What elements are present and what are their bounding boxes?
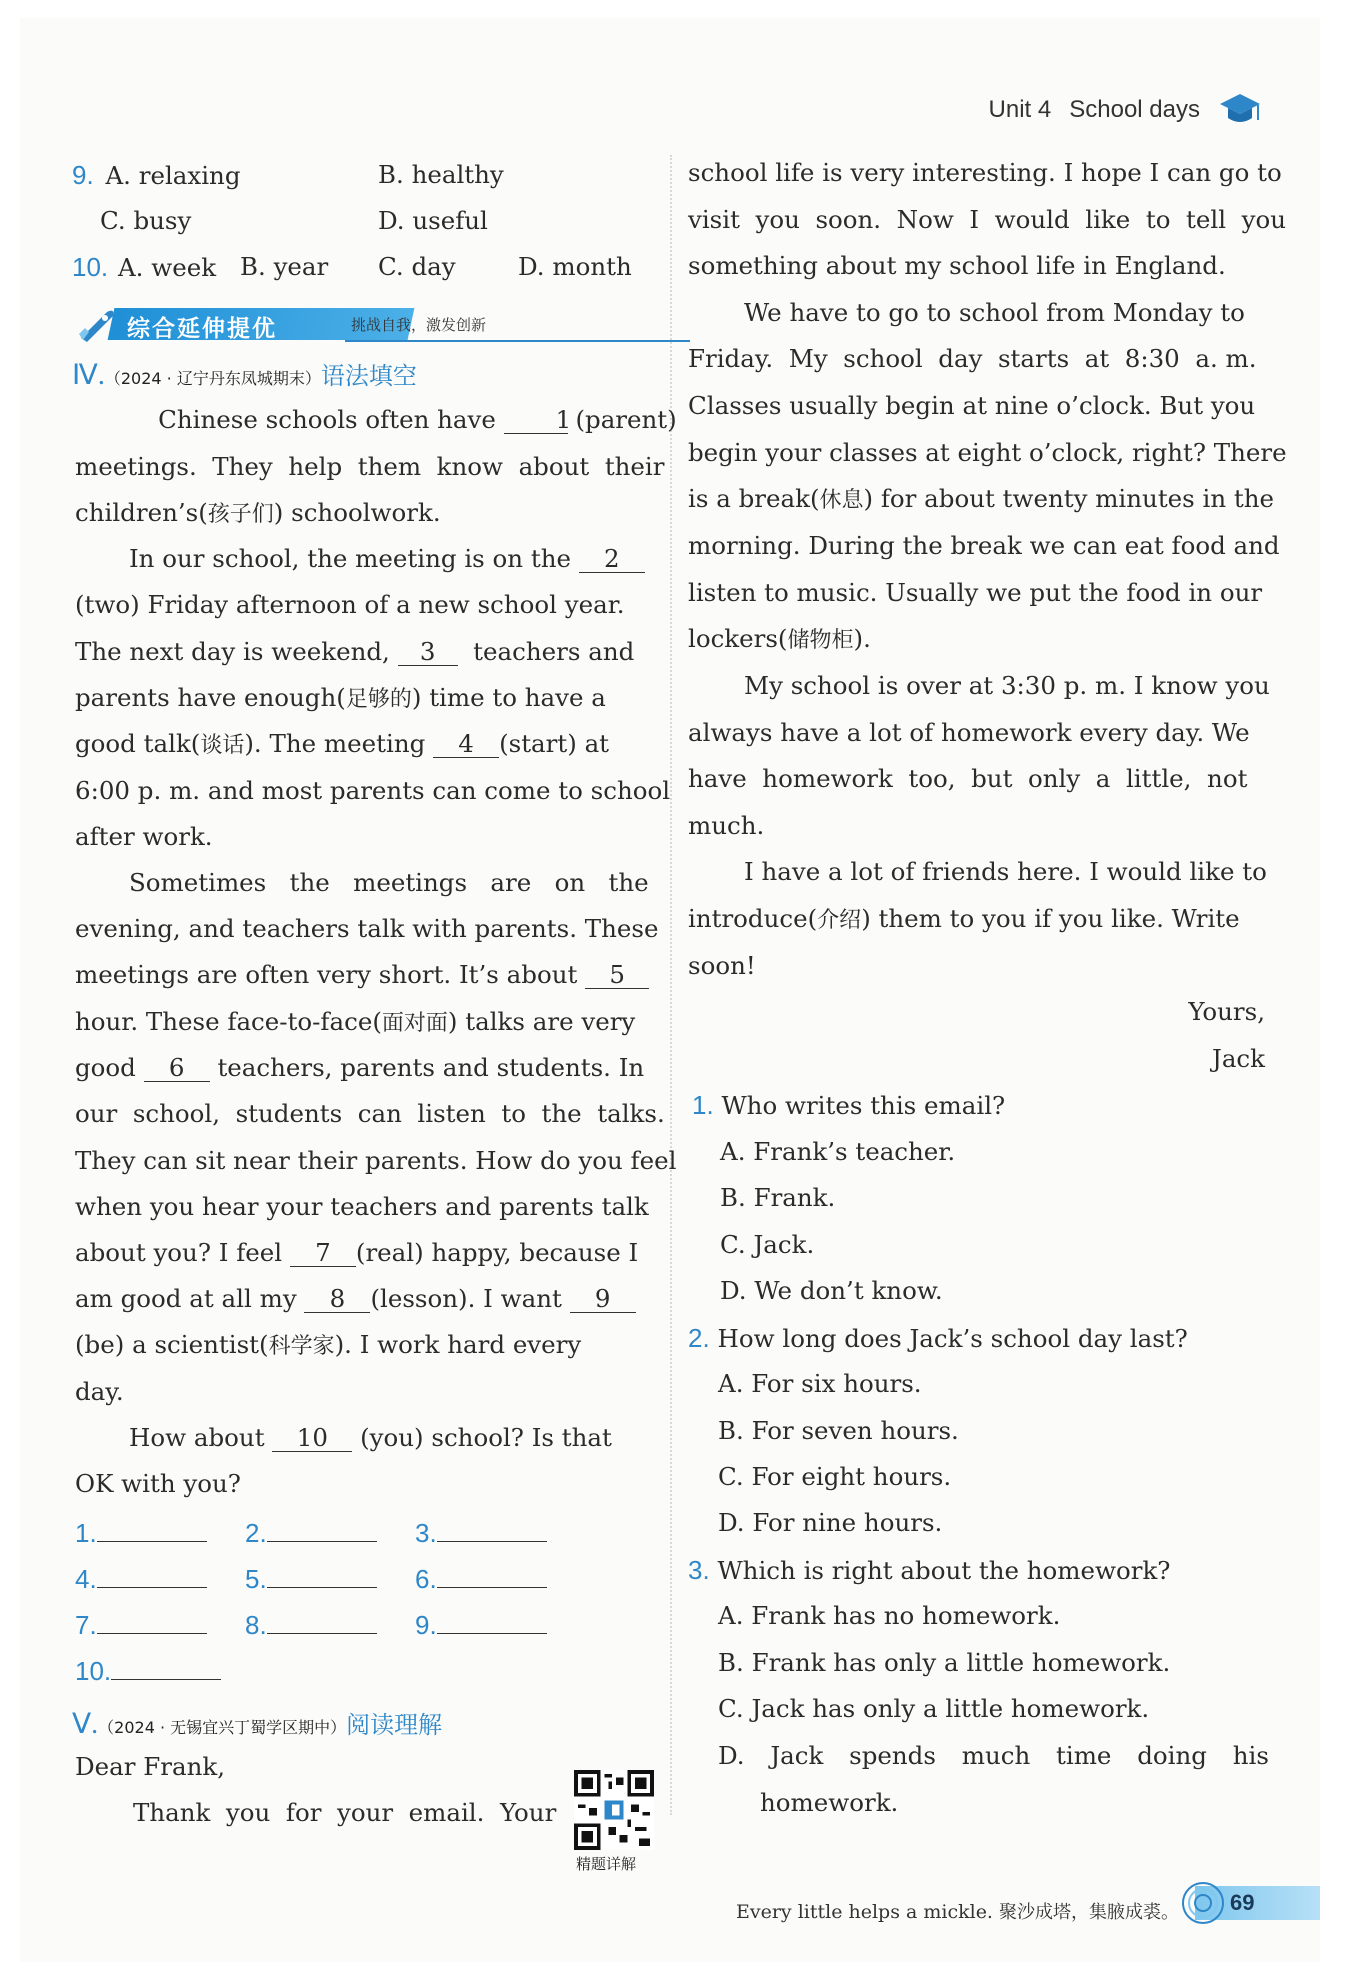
passage-line: In our school, the meeting is on the 2 <box>129 544 645 574</box>
passage-line: listen to music. Usually we put the food in our <box>688 578 1263 607</box>
question-2-option-d[interactable]: D. For nine hours. <box>718 1508 943 1537</box>
answer-blank-6[interactable]: 6. <box>415 1564 547 1595</box>
question-3-option-d-continuation: homework. <box>760 1788 899 1817</box>
page-number: 69 <box>1230 1890 1255 1915</box>
passage-line: school life is very interesting. I hope I can go to <box>688 158 1282 187</box>
banner-subtitle: 挑战自我，激发创新 <box>351 316 487 334</box>
passage-line: when you hear your teachers and parents talk <box>75 1192 649 1221</box>
passage-line: How about 10 (you) school? Is that <box>129 1423 612 1452</box>
passage-line: morning. During the break we can eat food and <box>688 531 1280 560</box>
passage-line: evening, and teachers talk with parents. These <box>75 914 659 943</box>
question-2-option-c[interactable]: C. For eight hours. <box>718 1462 952 1491</box>
passage-line: about you? I feel 7 (real) happy, because I <box>75 1238 639 1267</box>
passage-line: They can sit near their parents. How do you feel <box>75 1146 677 1175</box>
letter-signature: Jack <box>1212 1044 1265 1073</box>
passage-line: children’s(孩子们) schoolwork. <box>75 498 441 527</box>
passage-line: our school, students can listen to the talks. <box>75 1099 665 1128</box>
passage-line: hour. These face-to-face(面对面) talks are very <box>75 1007 636 1036</box>
passage-line: much. <box>688 811 765 840</box>
passage-line: good talk(谈话). The meeting 4 (start) at <box>75 729 610 758</box>
passage-line: Classes usually begin at nine o’clock. But you <box>688 391 1256 420</box>
passage-line: (two) Friday afternoon of a new school year. <box>75 590 625 619</box>
passage-line: visit you soon. Now I would like to tell you <box>688 205 1286 234</box>
question-3-option-d[interactable]: D. Jack spends much time doing his <box>718 1741 1269 1770</box>
question-3-option-a[interactable]: A. Frank has no homework. <box>718 1601 1061 1630</box>
q9-option-d: D. useful <box>378 206 488 235</box>
q9-options-row1: 9. A. relaxing <box>72 160 241 190</box>
passage-line: day. <box>75 1377 124 1406</box>
passage-line: meetings. They help them know about their <box>75 452 665 481</box>
passage-line: We have to go to school from Monday to <box>744 298 1245 327</box>
passage-line: I have a lot of friends here. I would like to <box>744 857 1267 886</box>
section-4-title: Ⅳ.（2024 · 辽宁丹东凤城期末）语法填空 <box>72 360 417 391</box>
question-1-option-b[interactable]: B. Frank. <box>720 1183 836 1212</box>
answer-blank-10[interactable]: 10. <box>75 1656 221 1687</box>
passage-line: after work. <box>75 822 213 851</box>
unit-header: Unit 4 School days <box>988 96 1200 123</box>
question-1-option-d[interactable]: D. We don’t know. <box>720 1276 943 1305</box>
question-1-stem: 1. Who writes this email? <box>692 1090 1006 1120</box>
passage-line: soon! <box>688 951 756 980</box>
letter-greeting: Dear Frank, <box>75 1752 225 1781</box>
question-2-option-a[interactable]: A. For six hours. <box>718 1369 922 1398</box>
q9-option-b: B. healthy <box>378 160 504 189</box>
passage-line: meetings are often very short. It’s about 5 <box>75 960 649 990</box>
question-3-stem: 3. Which is right about the homework? <box>688 1555 1171 1585</box>
section-5-title: Ⅴ.（2024 · 无锡宜兴丁蜀学区期中）阅读理解 <box>72 1709 443 1740</box>
passage-line: My school is over at 3:30 p. m. I know you <box>744 671 1270 700</box>
passage-line: am good at all my 8 (lesson). I want 9 <box>75 1284 636 1314</box>
footer-motto: Every little helps a mickle. 聚沙成塔，集腋成裘。 <box>736 1901 1180 1923</box>
question-2-stem: 2. How long does Jack’s school day last? <box>688 1323 1188 1353</box>
q10-option-b: B. year <box>240 252 329 281</box>
passage-line: introduce(介绍) them to you if you like. Write <box>688 904 1240 933</box>
answer-blank-8[interactable]: 8. <box>245 1610 377 1641</box>
passage-line: Friday. My school day starts at 8:30 a. m. <box>688 344 1257 373</box>
answer-blank-1[interactable]: 1. <box>75 1518 207 1549</box>
passage-line: good 6 teachers, parents and students. In <box>75 1053 645 1082</box>
answer-blank-3[interactable]: 3. <box>415 1518 547 1549</box>
question-1-option-c[interactable]: C. Jack. <box>720 1230 815 1259</box>
passage-line: begin your classes at eight o’clock, right? There <box>688 438 1287 467</box>
question-3-option-c[interactable]: C. Jack has only a little homework. <box>718 1694 1150 1723</box>
passage-line: Sometimes the meetings are on the <box>129 868 649 897</box>
q10-options-row: 10. A. week <box>72 252 217 282</box>
section-banner <box>75 304 620 342</box>
q9-option-c: C. busy <box>100 206 192 235</box>
question-3-option-b[interactable]: B. Frank has only a little homework. <box>718 1648 1171 1677</box>
answer-blank-7[interactable]: 7. <box>75 1610 207 1641</box>
banner-title: 综合延伸提优 <box>127 316 277 342</box>
answer-blank-5[interactable]: 5. <box>245 1564 377 1595</box>
passage-line: parents have enough(足够的) time to have a <box>75 683 606 712</box>
answer-blank-4[interactable]: 4. <box>75 1564 207 1595</box>
passage-line: (be) a scientist(科学家). I work hard every <box>75 1330 582 1359</box>
passage-line: OK with you? <box>75 1469 241 1498</box>
q10-option-c: C. day <box>378 252 456 281</box>
passage-line: The next day is weekend, 3 teachers and <box>75 637 635 666</box>
answer-blank-9[interactable]: 9. <box>415 1610 547 1641</box>
letter-closing: Yours, <box>1188 997 1265 1026</box>
passage-line: Thank you for your email. Your <box>133 1798 557 1827</box>
qr-caption: 精题详解 <box>576 1855 637 1873</box>
column-divider <box>670 155 673 1815</box>
qr-code-icon[interactable] <box>574 1770 654 1850</box>
passage-line: lockers(储物柜). <box>688 624 871 653</box>
question-2-option-b[interactable]: B. For seven hours. <box>718 1416 959 1445</box>
graduation-cap-icon <box>1218 90 1262 130</box>
passage-line: something about my school life in England. <box>688 251 1226 280</box>
passage-line: is a break(休息) for about twenty minutes in the <box>688 484 1275 513</box>
spiral-icon <box>1178 1878 1228 1928</box>
question-1-option-a[interactable]: A. Frank’s teacher. <box>720 1137 956 1166</box>
answer-blank-2[interactable]: 2. <box>245 1518 377 1549</box>
passage-line: Chinese schools often have 1 (parent) <box>127 405 677 434</box>
passage-line: always have a lot of homework every day. We <box>688 718 1250 747</box>
passage-line: 6:00 p. m. and most parents can come to school <box>75 776 671 805</box>
passage-line: have homework too, but only a little, not <box>688 764 1248 793</box>
q10-option-d: D. month <box>518 252 632 281</box>
